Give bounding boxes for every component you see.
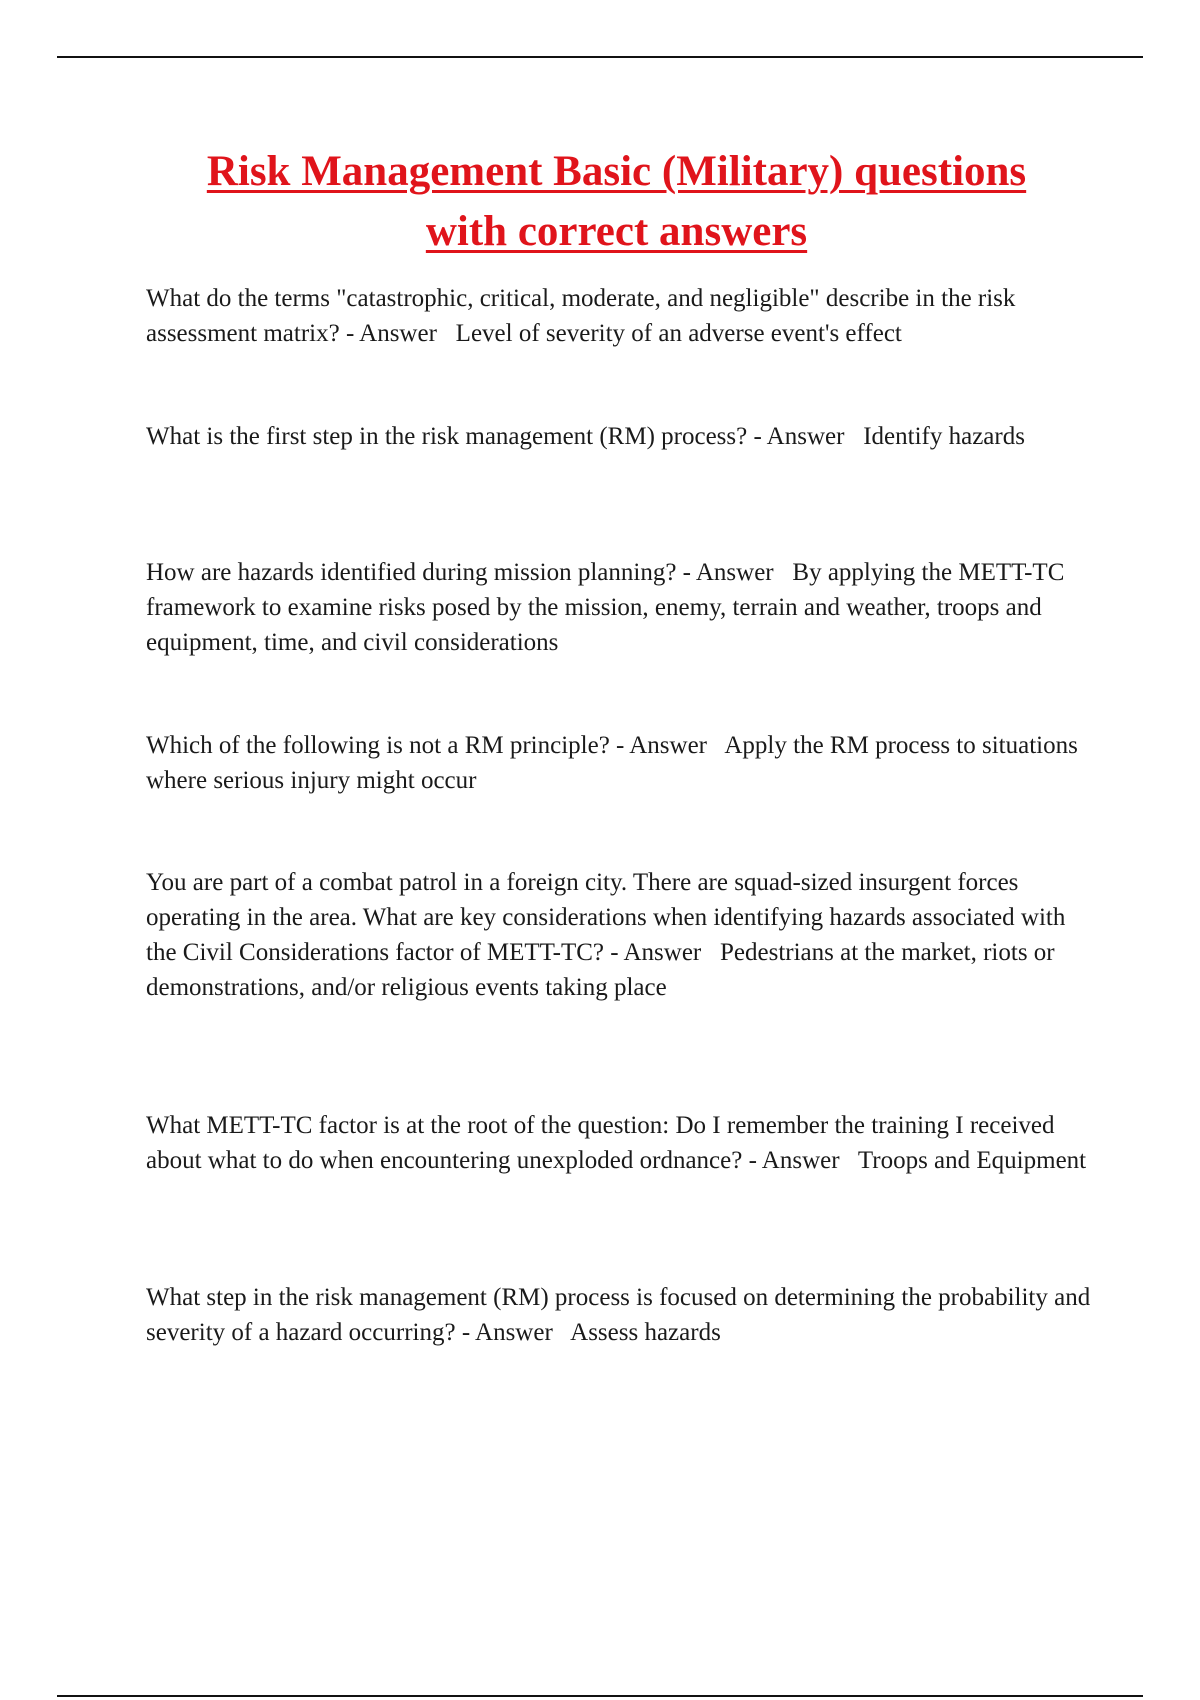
answer-separator: - Answer	[455, 1319, 571, 1346]
question-text: What step in the risk management (RM) process is focused on determining the probability and severity of a hazard occurring?	[146, 1284, 1091, 1346]
answer-separator: - Answer	[676, 559, 793, 586]
answer-separator: - Answer	[339, 320, 456, 347]
answer-text: Assess hazards	[570, 1319, 721, 1346]
question-text: You are part of a combat patrol in a foreign city. There are squad-sized insurgent forces operating in the area. What are key considerations when identifying hazards associated with the Civil Considerations factor of METT-TC?	[146, 869, 1066, 966]
qa-item-5	[146, 865, 1096, 1005]
question-text: What METT-TC factor is at the root of the question: Do I remember the training I received about what to do when encountering unexploded ordnance?	[146, 1112, 1055, 1174]
qa-item-6	[146, 1108, 1096, 1178]
answer-text: Troops and Equipment	[857, 1147, 1087, 1174]
question-text: What do the terms "catastrophic, critical, moderate, and negligible" describe in the risk assessment matrix?	[146, 285, 1016, 347]
answer-text: Apply the RM process to situations where serious injury might occur	[146, 732, 1078, 794]
page-title	[120, 142, 1113, 262]
answer-separator: - Answer	[609, 732, 725, 759]
qa-item-4	[146, 728, 1096, 798]
question-text: What is the first step in the risk management (RM) process?	[146, 423, 748, 450]
qa-item-7	[146, 1280, 1096, 1350]
bottom-rule	[57, 1695, 1143, 1697]
page-title-line-2: with correct answers	[425, 208, 808, 255]
qa-item-3	[146, 555, 1096, 660]
qa-item-2	[146, 419, 1096, 454]
answer-text: By applying the METT-TC framework to examine risks posed by the mission, enemy, terrain and weather, troops and equipment, time, and civil considerations	[146, 559, 1065, 656]
question-text: How are hazards identified during mission planning?	[146, 559, 677, 586]
answer-text: Pedestrians at the market, riots or demonstrations, and/or religious events taking place	[146, 939, 1055, 1001]
answer-separator: - Answer	[747, 423, 864, 450]
page-title-line-1: Risk Management Basic (Military) questions	[206, 148, 1027, 195]
answer-text: Level of severity of an adverse event's effect	[455, 320, 902, 347]
answer-text: Identify hazards	[863, 423, 1025, 450]
question-text: Which of the following is not a RM principle?	[146, 732, 610, 759]
answer-separator: - Answer	[604, 939, 720, 966]
answer-separator: - Answer	[742, 1147, 858, 1174]
top-rule	[57, 56, 1143, 58]
qa-item-1	[146, 281, 1096, 351]
